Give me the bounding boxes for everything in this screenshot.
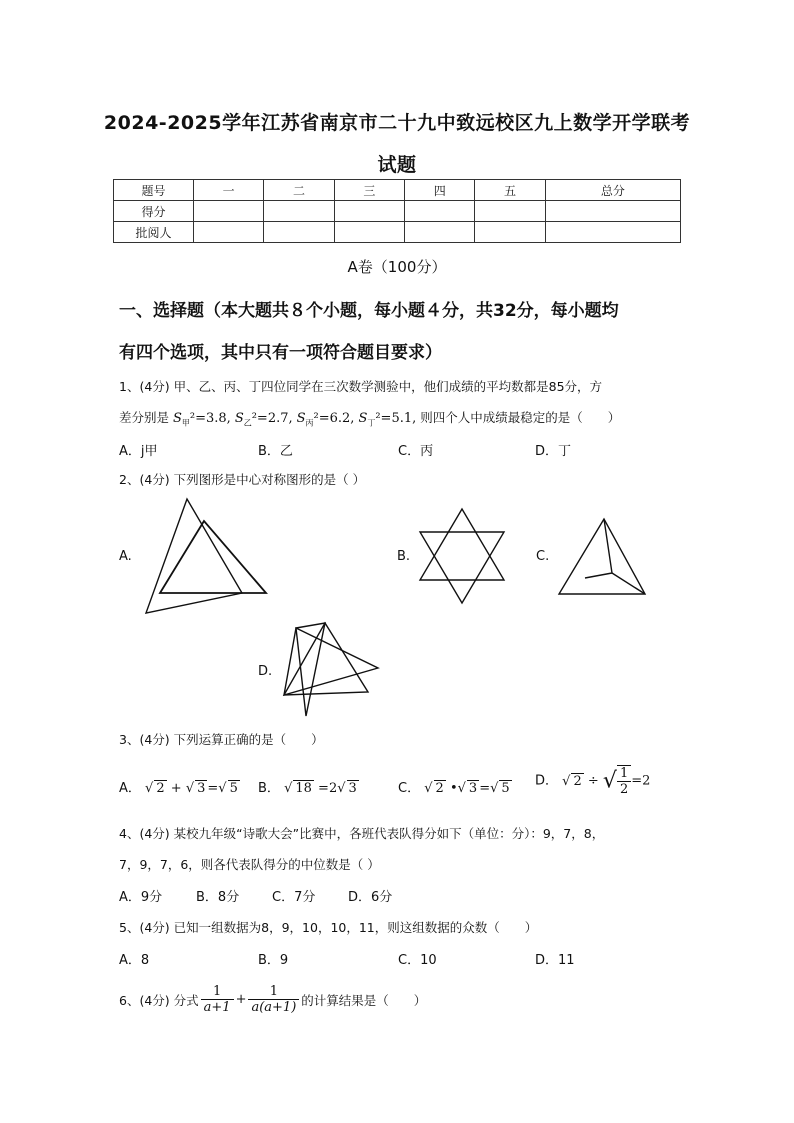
score-cell: [475, 201, 545, 222]
q1-prefix: 差分别是: [119, 410, 170, 425]
fraction-numerator: 1: [201, 984, 234, 1000]
q2-option-a-label[interactable]: A.: [119, 549, 132, 564]
score-cell: [264, 222, 334, 243]
q3-option-c[interactable]: C． √ 2 •√ 3 =√ 5: [398, 781, 510, 796]
score-cell: [194, 222, 264, 243]
q1-option-c[interactable]: C．丙: [398, 444, 434, 459]
score-table-row: [114, 222, 681, 243]
score-cell: [194, 201, 264, 222]
q2-figure-b-hexagram[interactable]: [415, 505, 510, 607]
operator: +: [170, 781, 182, 796]
q1-sub: 丙: [305, 418, 314, 428]
q1-variance: ²=2.7,: [251, 411, 293, 426]
score-header-cell: 二: [264, 180, 334, 201]
q2-figure-d[interactable]: [280, 620, 385, 720]
score-table-header-row: [114, 180, 681, 201]
fraction-denominator: a+1: [203, 1000, 231, 1015]
radicand: 2: [573, 773, 582, 789]
score-cell: [475, 222, 545, 243]
q5-option-d[interactable]: D．11: [535, 953, 575, 968]
radicand: 5: [229, 781, 238, 796]
operator: •: [449, 781, 458, 796]
score-header-cell: 四: [405, 180, 475, 201]
q2-option-d-label[interactable]: D.: [258, 664, 273, 679]
q1-sub: 乙: [243, 418, 252, 428]
fraction-numerator: 1: [617, 766, 631, 782]
triangle-shape: [420, 532, 504, 603]
q5-text: 5、(4分) 已知一组数据为8，9，10，10，11，则这组数据的众数（ ）: [119, 920, 538, 935]
q6-text: [119, 984, 426, 1015]
q6-prefix: 6、(4分) 分式: [119, 992, 199, 1008]
q5-option-a[interactable]: A．8: [119, 953, 150, 968]
score-table: [113, 179, 681, 243]
q6-suffix: 的计算结果是（ ）: [301, 992, 427, 1008]
operator: +: [235, 992, 247, 1007]
q5-option-b[interactable]: B．9: [258, 953, 289, 968]
equals: =: [207, 781, 219, 796]
triangle-shape: [559, 519, 645, 594]
q1-s-symbol: S: [173, 411, 182, 426]
q1-sub: 丁: [367, 418, 376, 428]
equals: =2: [318, 781, 338, 796]
q3-option-label: B．: [258, 781, 280, 796]
score-cell: [264, 201, 334, 222]
fraction-denominator: a(a+1): [251, 1000, 297, 1015]
exam-title-line2: 试题: [377, 154, 417, 176]
q1-text-line1: 1、(4分) 甲、乙、丙、丁四位同学在三次数学测验中，他们成绩的平均数都是85分，方: [119, 379, 603, 394]
radicand: 3: [197, 781, 206, 796]
score-header-cell: 总分: [545, 180, 680, 201]
triangle-shape: [296, 623, 325, 716]
triangle-shape: [146, 499, 242, 613]
q1-option-a[interactable]: A．j甲: [119, 444, 158, 459]
fraction-denominator: 2: [619, 782, 629, 797]
operator: ÷: [587, 773, 599, 789]
section1-heading-line1: 一、选择题（本大题共８个小题，每小题４分，共32分，每小题均: [119, 301, 619, 321]
q1-s-symbol: S: [358, 411, 368, 426]
exam-title-line1: 2024-2025学年江苏省南京市二十九中致远校区九上数学开学联考: [103, 112, 691, 134]
q1-variance: ²=3.8,: [189, 411, 231, 426]
score-cell: [545, 201, 680, 222]
q1-text-line2: [119, 408, 620, 429]
q4-text-line2: 7，9，7，6，则各代表队得分的中位数是（ ）: [119, 857, 380, 872]
radicand: 2: [435, 781, 444, 796]
q4-text-line1: 4、(4分) 某校九年级“诗歌大会”比赛中，各班代表队得分如下（单位：分）：9，7，8，: [119, 826, 605, 841]
q1-variance: ²=6.2,: [313, 411, 355, 426]
q2-option-c-label[interactable]: C.: [536, 549, 550, 564]
radicand: 18: [295, 781, 312, 796]
q2-figure-c[interactable]: [555, 515, 650, 600]
q3-option-label: C．: [398, 781, 421, 796]
radicand: 3: [348, 781, 357, 796]
q1-s-symbol: S: [234, 411, 244, 426]
q5-option-c[interactable]: C．10: [398, 953, 437, 968]
q3-option-b[interactable]: B． √ 18 =2√ 3: [258, 781, 357, 796]
score-cell: [545, 222, 680, 243]
score-header-cell: 题号: [114, 180, 194, 201]
q1-variance: ²=5.1,: [375, 411, 417, 426]
score-header-cell: 五: [475, 180, 545, 201]
equals: =: [479, 781, 491, 796]
q2-text: 2、(4分) 下列图形是中心对称图形的是（ ）: [119, 472, 366, 487]
q1-option-d[interactable]: D．丁: [535, 444, 572, 459]
score-cell: [405, 201, 475, 222]
radicand: 3: [468, 781, 478, 796]
score-cell: [334, 201, 404, 222]
q4-option-b[interactable]: B．8分: [196, 890, 240, 905]
q3-text: 3、(4分) 下列运算正确的是（ ）: [119, 732, 324, 747]
q2-figure-a[interactable]: [140, 495, 275, 620]
triangle-shape: [420, 509, 504, 580]
score-table-row: [114, 201, 681, 222]
radicand: 2: [156, 781, 165, 796]
q3-option-a[interactable]: A． √ 2 + √ 3 =√ 5: [119, 781, 238, 796]
q1-option-b[interactable]: B．乙: [258, 444, 293, 459]
q3-option-label: A．: [119, 781, 141, 796]
q4-option-c[interactable]: C．7分: [272, 890, 316, 905]
score-row-label: 批阅人: [114, 222, 194, 243]
q3-option-label: D．: [535, 773, 559, 789]
radicand: 5: [501, 781, 510, 796]
section-a-heading: A卷（100分）: [347, 258, 447, 276]
score-cell: [405, 222, 475, 243]
q4-option-d[interactable]: D．6分: [348, 890, 393, 905]
score-header-cell: 三: [334, 180, 404, 201]
q1-s-symbol: S: [296, 411, 306, 426]
score-header-cell: 一: [194, 180, 264, 201]
q1-suffix: 则四个人中成绩最稳定的是（ ）: [420, 410, 621, 425]
q3-option-d[interactable]: D． √ 2 ÷ √ $\frac{1}{2}$ =2: [535, 766, 651, 797]
equals: =2: [631, 773, 651, 789]
section1-heading-line2: 有四个选项，其中只有一项符合题目要求）: [119, 343, 442, 363]
q1-sub: 甲: [181, 418, 190, 428]
q4-option-a[interactable]: A．9分: [119, 890, 163, 905]
score-row-label: 得分: [114, 201, 194, 222]
fraction-numerator: 1: [248, 984, 299, 1000]
score-cell: [334, 222, 404, 243]
q2-option-b-label[interactable]: B.: [397, 549, 411, 564]
